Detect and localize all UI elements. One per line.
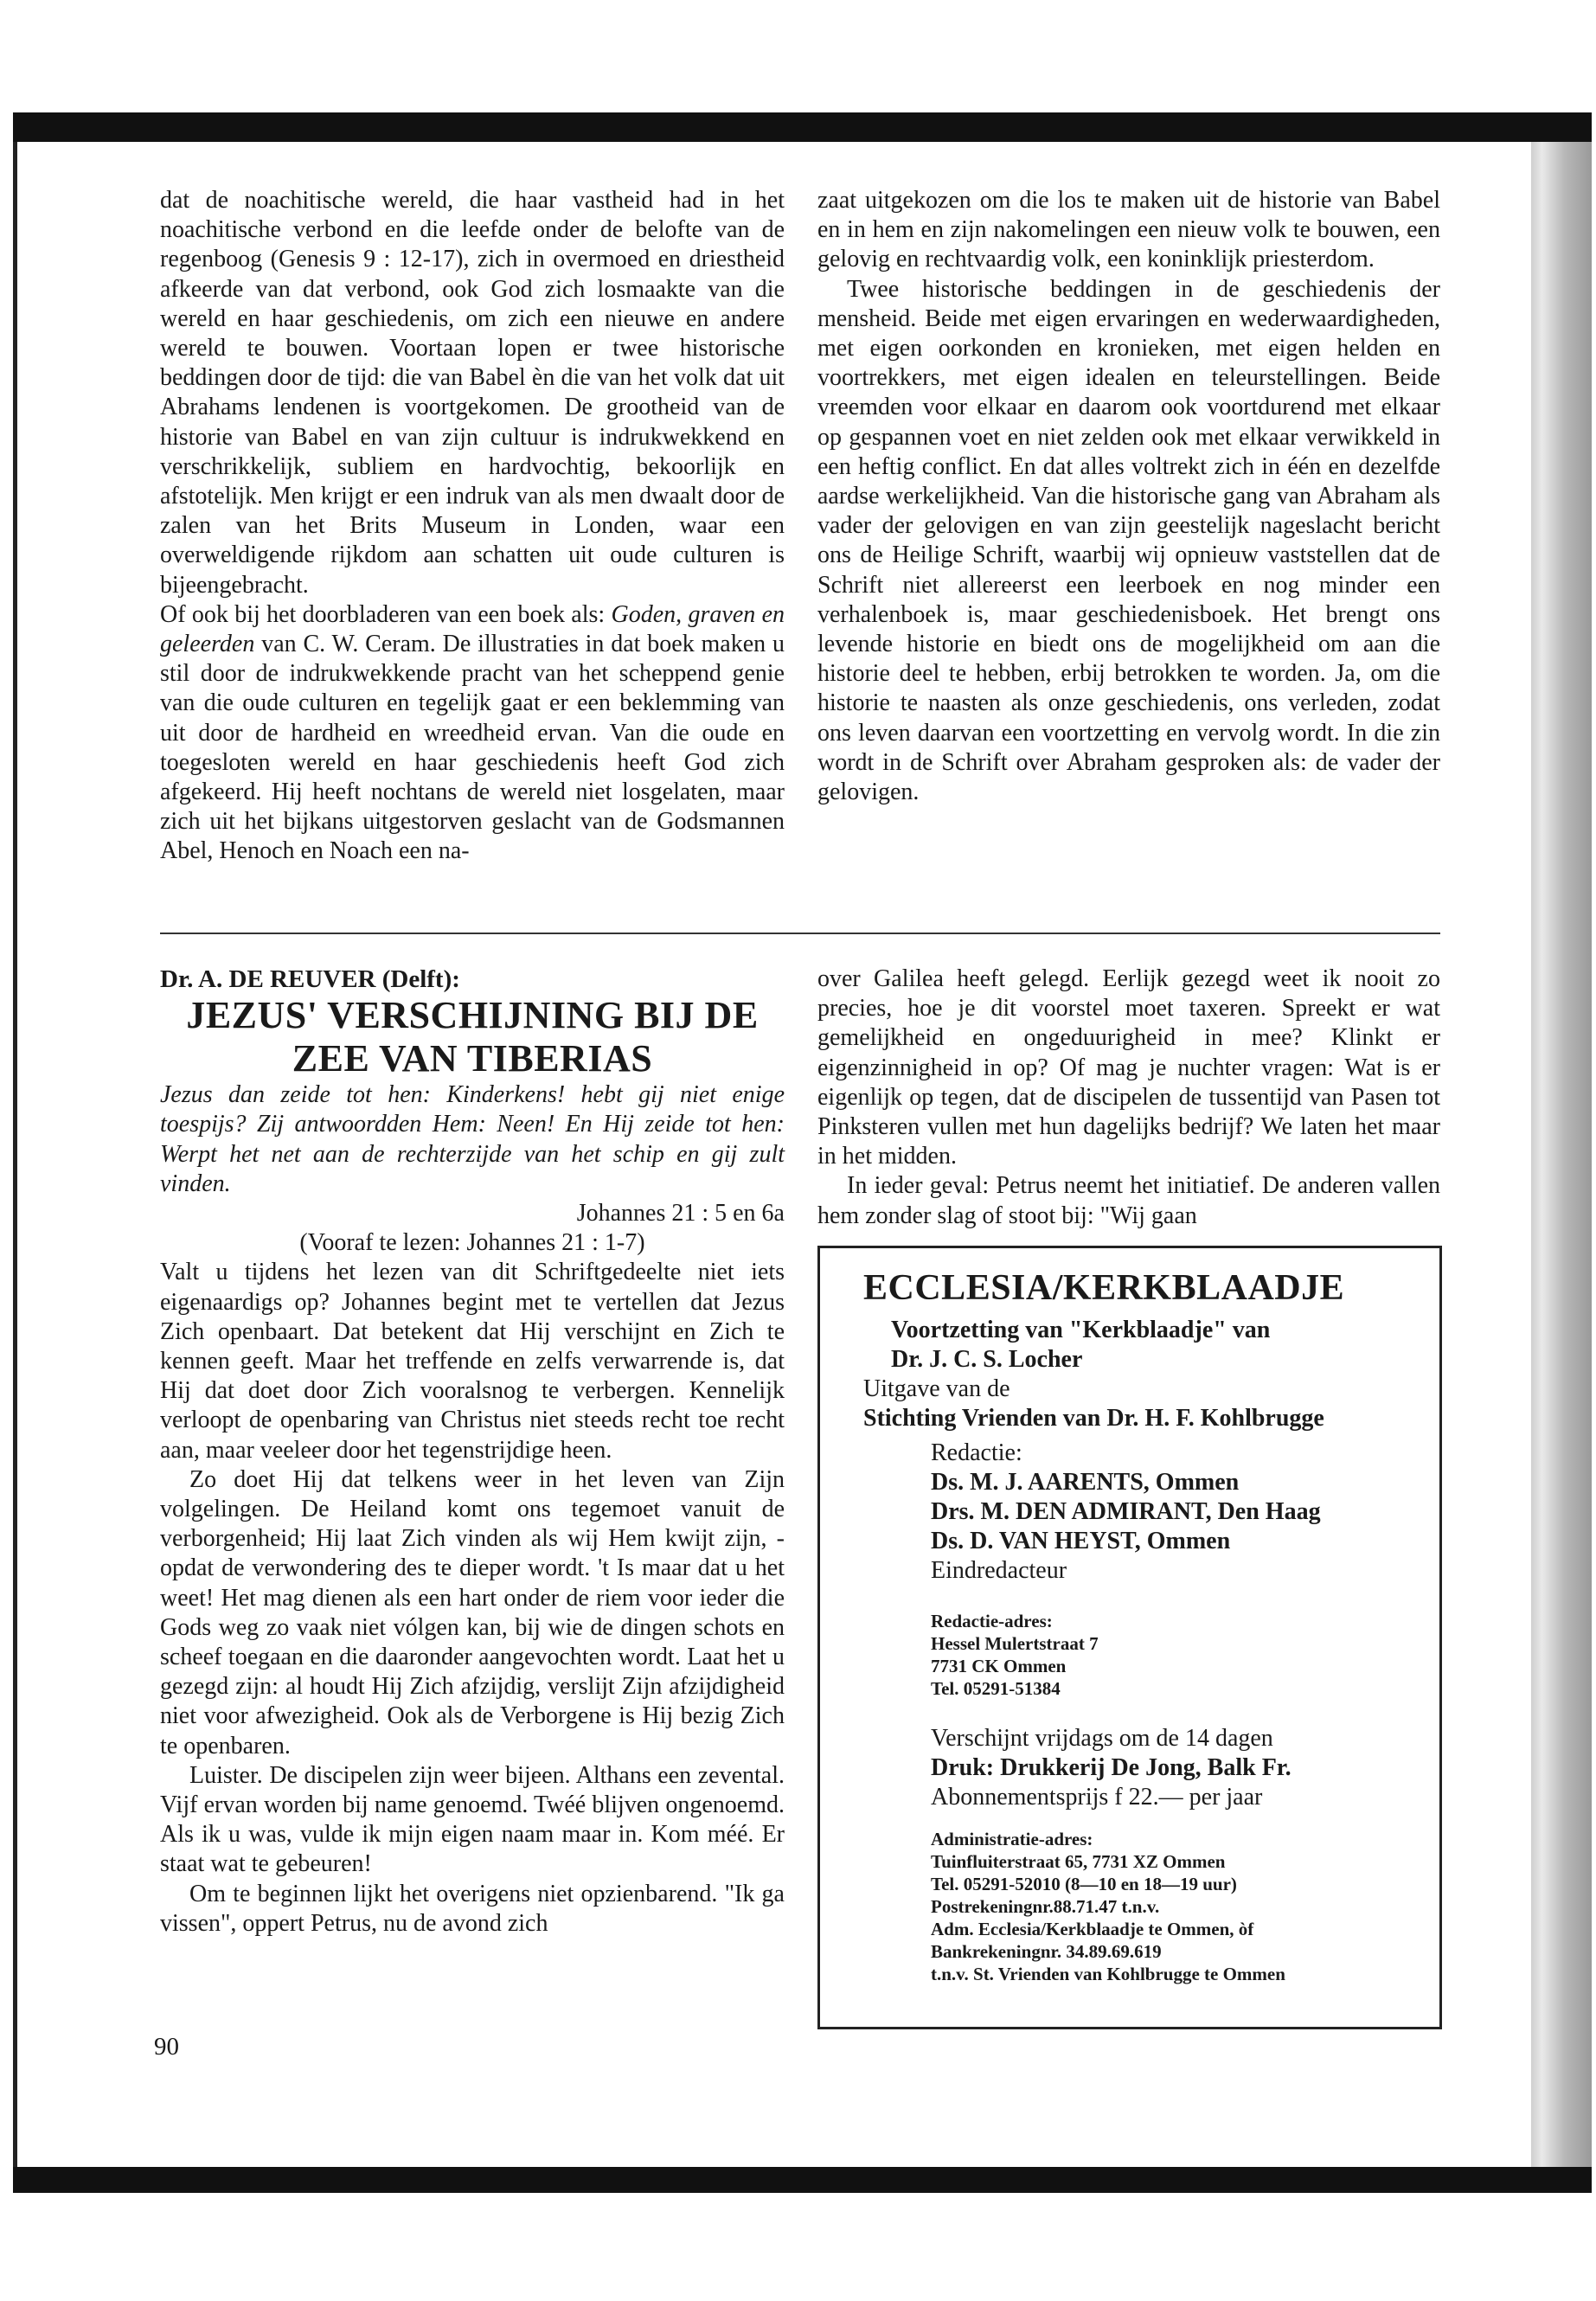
paragraph: zaat uitgekozen om die los te maken uit de historie van Babel en in hem en zijn nakomelingen een nieuw volk te bouwen, een gelovig en rechtvaardig volk, een koninklijk priesterdom. (817, 187, 1440, 273)
editor-name: Drs. M. DEN ADMIRANT, Den Haag (931, 1498, 1321, 1525)
editorial-board: Redactie: Ds. M. J. AARENTS, Ommen Drs. M. DEN ADMIRANT, Den Haag Ds. D. VAN HEYST, Ommen Eindredacteur (931, 1439, 1321, 1584)
publication-info: Verschijnt vrijdags om de 14 dagen Druk: Drukkerij De Jong, Balk Fr. Abonnementsprijs f 22.— per jaar (931, 1725, 1292, 1811)
motto-reference: Johannes 21 : 5 en 6a (576, 1200, 785, 1227)
paragraph: Valt u tijdens het lezen van dit Schriftgedeelte niet iets eigenaardigs op? Johannes begint met te vertellen dat Jezus Zich openbaart. Dat betekent dat Hij verschijnt en Zich te kennen geeft. Maar het treffende en zelfs verwarrende is, dat Hij dat doet door Zich vooralsnog te verbergen. Kennelijk verloopt de openbaring van Christus niet steeds recht toe recht aan, maar veeleer door het tegenstrijdige heen. (160, 1259, 785, 1464)
editorial-address: Redactie-adres: Hessel Mulertstraat 7 7731 CK Ommen Tel. 05291-51384 (931, 1611, 1099, 1699)
reading-reference: (Vooraf te lezen: Johannes 21 : 1-7) (299, 1229, 645, 1257)
paragraph: Twee historische beddingen in de geschiedenis der mensheid. Beide met eigen ervaringen en wederwaardigheden, met eigen oorkonden en kronieken, met eigen helden en voortrekkers, met eigen idealen en teleurstellingen. Beide vreemden voor elkaar en daarom ook voortdurend met elkaar op gespannen voet en niet zelden ook met elkaar verwikkeld in een heftig conflict. En dat alles voltrekt zich in één en dezelfde aardse werkelijkheid. Van die historische gang van Abraham als vader der gelovigen en van zijn geestelijk nageslacht bericht ons de Heilige Schrift, waarbij wij opnieuw vaststellen dat de Schrift niet allereerst een leerboek en nog minder een verhalenboek is, maar geschiedenisboek. Het brengt ons levende historie en biedt ons de mogelijkheid om aan die historie deel te hebben, erbij betrokken te worden. Ja, om die historie te naasten als onze geschiedenis, ons verleden, zodat ons leven daarvan een voortzetting en vervolg wordt. In die zin wordt in de Schrift over Abraham gesproken als: de vader der gelovigen. (817, 275, 1440, 806)
paragraph: Om te beginnen lijkt het overigens niet opzienbarend. "Ik ga vissen", oppert Petrus, nu de avond zich (160, 1880, 785, 1937)
colophon-box (817, 1246, 1442, 2029)
editor-name: Ds. M. J. AARENTS, Ommen (931, 1469, 1240, 1496)
article-left-column (160, 965, 785, 1939)
article-author: Dr. A. DE REUVER (Delft): (160, 965, 460, 993)
top-left-column (160, 186, 785, 867)
top-right-column (817, 186, 1440, 807)
article-motto: Jezus dan zeide tot hen: Kinderkens! hebt gij niet enige toespijs? Zij antwoordden Hem: Neen! En Hij zeide tot hen: Werpt het net aan de rechterzijde van het schip en gij zult vinden. (160, 1081, 785, 1197)
paragraph: In ieder geval: Petrus neemt het initiatief. De anderen vallen hem zonder slag of stoot bij: "Wij gaan (817, 1172, 1440, 1229)
book-binding-edge (1531, 142, 1592, 2167)
book-title: Goden, graven en geleerden (160, 600, 785, 658)
paragraph: Of ook bij het doorbladeren van een boek als: Goden, graven en geleerden van C. W. Ceram. De illustraties in dat boek maken u stil door de indrukwekkende pracht van het scheppend genie van die oude culturen en tegelijk gaat er een beklemming van uit door de hardheid en wreedheid ervan. Van die oude en toegesloten wereld en haar geschiedenis heeft God zich afgekeerd. Hij heeft nochtans de wereld niet losgelaten, maar zich uit het bijkans uitgestorven geslacht van de Godsmannen Abel, Henoch en Noach een na- (160, 600, 785, 865)
administration-address: Administratie-adres: Tuinfluiterstraat 65, 7731 XZ Ommen Tel. 05291-52010 (8—10 en 18—19 uur) Postrekeningnr.88.71.47 t.n.v. Adm. Ecclesia/Kerkblaadje te Ommen, òf Bankrekeningnr. 34.89.69.619 t.n.v. St. Vrienden van Kohlbrugge te Ommen (931, 1829, 1285, 1984)
editor-name: Ds. D. VAN HEYST, Ommen (931, 1528, 1231, 1554)
page-number: 90 (154, 2033, 179, 2061)
article-headline: JEZUS' VERSCHIJNING BIJ DE ZEE VAN TIBERIAS (186, 994, 759, 1080)
paragraph: dat de noachitische wereld, die haar vastheid had in het noachitische verbond en die leefde onder de belofte van de regenboog (Genesis 9 : 12-17), zich in overmoed en driestheid afkeerde van dat verbond, ook God zich losmaakte van die wereld en haar geschiedenis, om zich een nieuwe en andere wereld te bouwen. Voortaan lopen er twee historische beddingen door de tijd: die van Babel èn die van het volk dat uit Abrahams lendenen is voortgekomen. De grootheid van de historie van Babel en van zijn cultuur is indrukwekkend en verschrikkelijk, subliem en hardvochtig, bekoorlijk en afstotelijk. Men krijgt er een indruk van als men dwaalt door de zalen van het Brits Museum in Londen, waar een overweldigende rijkdom aan schatten uit oude culturen is bijeengebracht. (160, 187, 785, 599)
scan-top-border (13, 112, 1592, 142)
section-divider (160, 933, 1440, 934)
publisher-info: Uitgave van de Stichting Vrienden van Dr. H. F. Kohlbrugge (863, 1375, 1324, 1432)
article-right-column (817, 965, 1440, 1231)
colophon-title: ECCLESIA/KERKBLAADJE (863, 1268, 1345, 1308)
continuation-note: Voortzetting van "Kerkblaadje" van Dr. J. C. S. Locher (891, 1317, 1271, 1373)
paragraph: over Galilea heeft gelegd. Eerlijk gezegd weet ik nooit zo precies, hoe je dit voorstel moet taxeren. Spreekt er wat gemelijkheid en ongeduurigheid in mee? Klinkt er eigenzinnigheid in op? Of mag je nuchter vragen: Wat is er eigenlijk op tegen, dat de discipelen de tussentijd van Pasen tot Pinksteren vullen met hun dagelijks bedrijf? We laten het maar in het midden. (817, 965, 1440, 1170)
paragraph: Luister. De discipelen zijn weer bijeen. Althans een zevental. Vijf ervan worden bij name genoemd. Twéé blijven ongenoemd. Als ik u was, vulde ik mijn eigen naam maar in. Kom méé. Er staat wat te gebeuren! (160, 1761, 785, 1878)
paragraph: Zo doet Hij dat telkens weer in het leven van Zijn volgelingen. De Heiland komt ons tegemoet vanuit de verborgenheid; Hij laat Zich vinden als wij Hem kwijt zijn, - opdat de verwondering des te dieper wordt. 't Is maar dat u het weet! Het mag dienen als een hart onder de riem voor ieder die Gods weg zo vaak niet vólgen kan, bij wie de dingen schots en scheef toegaan en die daaronder aangevochten wordt. Laat het u gezegd zijn: al houdt Hij Zich afzijdig, verslijt Zijn afzijdigheid niet voor afwezigheid. Ook als de Verborgene is Hij bezig Zich te openbaren. (160, 1465, 785, 1759)
scan-bottom-border (13, 2167, 1592, 2193)
